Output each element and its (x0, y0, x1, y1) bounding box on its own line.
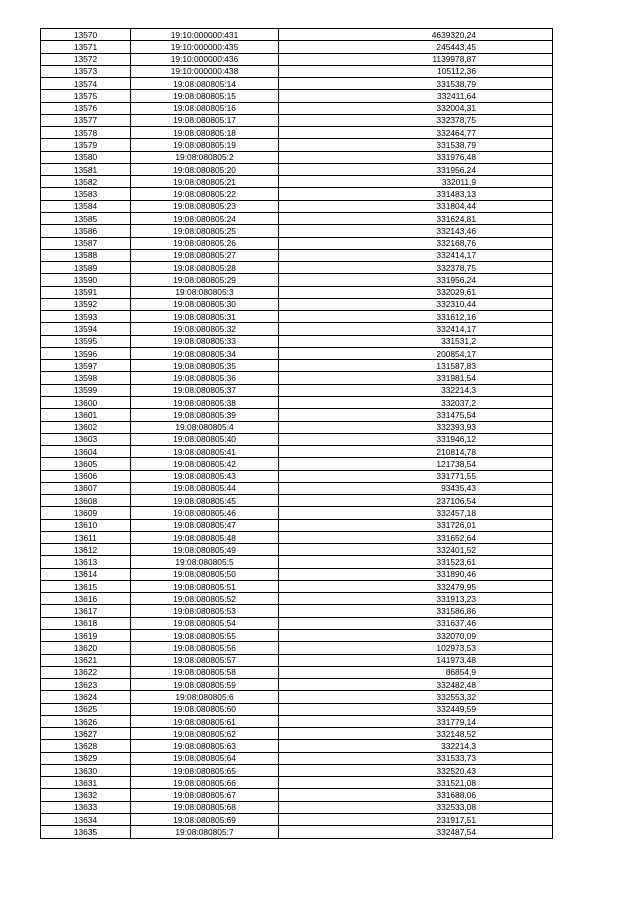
cadastral-number-cell: 19:08:080805:27 (131, 249, 279, 261)
value-cell: 332004,31 (279, 102, 553, 114)
row-number-cell: 13625 (41, 703, 131, 715)
row-number-cell: 13604 (41, 446, 131, 458)
row-number-cell: 13600 (41, 396, 131, 408)
cadastral-number-cell: 19:08:080805:36 (131, 372, 279, 384)
value-cell: 332487,54 (279, 826, 553, 838)
row-number-cell: 13634 (41, 814, 131, 826)
cadastral-number-cell: 19:08:080805:23 (131, 200, 279, 212)
value-cell: 332449,59 (279, 703, 553, 715)
row-number-cell: 13577 (41, 114, 131, 126)
value-cell: 93435,43 (279, 482, 553, 494)
table-row (41, 102, 553, 114)
value-cell: 331538,79 (279, 78, 553, 90)
row-number-cell: 13596 (41, 347, 131, 359)
table-row (41, 728, 553, 740)
cadastral-number-cell: 19:08:080805:34 (131, 347, 279, 359)
value-cell: 332214,3 (279, 740, 553, 752)
table-row (41, 666, 553, 678)
row-number-cell: 13610 (41, 519, 131, 531)
row-number-cell: 13627 (41, 728, 131, 740)
cadastral-number-cell: 19:08:080805:60 (131, 703, 279, 715)
row-number-cell: 13582 (41, 176, 131, 188)
row-number-cell: 13592 (41, 298, 131, 310)
row-number-cell: 13613 (41, 556, 131, 568)
row-number-cell: 13624 (41, 691, 131, 703)
table-row (41, 249, 553, 261)
table-row (41, 544, 553, 556)
cadastral-number-cell: 19:08:080805:66 (131, 777, 279, 789)
value-cell: 332553,32 (279, 691, 553, 703)
cadastral-number-cell: 19:08:080805:57 (131, 654, 279, 666)
table-row (41, 298, 553, 310)
value-cell: 332401,52 (279, 544, 553, 556)
table-row (41, 630, 553, 642)
cadastral-number-cell: 19:08:080805:24 (131, 212, 279, 224)
table-row (41, 679, 553, 691)
row-number-cell: 13631 (41, 777, 131, 789)
value-cell: 331913,23 (279, 593, 553, 605)
table-row (41, 41, 553, 53)
cadastral-number-cell: 19:08:080805:25 (131, 225, 279, 237)
table-row (41, 568, 553, 580)
table-body (41, 29, 553, 839)
table-row (41, 225, 553, 237)
cadastral-number-cell: 19:08:080805:69 (131, 814, 279, 826)
value-cell: 331475,54 (279, 409, 553, 421)
row-number-cell: 13621 (41, 654, 131, 666)
cadastral-number-cell: 19:08:080805:62 (131, 728, 279, 740)
value-cell: 141973,48 (279, 654, 553, 666)
row-number-cell: 13583 (41, 188, 131, 200)
row-number-cell: 13589 (41, 262, 131, 274)
table-row (41, 347, 553, 359)
row-number-cell: 13611 (41, 531, 131, 543)
cadastral-number-cell: 19:08:080805:7 (131, 826, 279, 838)
table-row (41, 519, 553, 531)
row-number-cell: 13623 (41, 679, 131, 691)
row-number-cell: 13606 (41, 470, 131, 482)
cadastral-number-cell: 19:08:080805:21 (131, 176, 279, 188)
value-cell: 332414,17 (279, 249, 553, 261)
row-number-cell: 13622 (41, 666, 131, 678)
cadastral-number-cell: 19:08:080805:30 (131, 298, 279, 310)
cadastral-number-cell: 19:08:080805:41 (131, 446, 279, 458)
table-row (41, 752, 553, 764)
value-cell: 331533,73 (279, 752, 553, 764)
row-number-cell: 13585 (41, 212, 131, 224)
table-row (41, 593, 553, 605)
table-row (41, 470, 553, 482)
cadastral-number-cell: 19:08:080805:3 (131, 286, 279, 298)
value-cell: 332533,08 (279, 801, 553, 813)
row-number-cell: 13571 (41, 41, 131, 53)
cadastral-number-cell: 19:08:080805:33 (131, 335, 279, 347)
value-cell: 331981,54 (279, 372, 553, 384)
value-cell: 331779,14 (279, 715, 553, 727)
cadastral-number-cell: 19:08:080805:50 (131, 568, 279, 580)
table-row (41, 262, 553, 274)
cadastral-number-cell: 19:08:080805:20 (131, 163, 279, 175)
table-row (41, 421, 553, 433)
row-number-cell: 13595 (41, 335, 131, 347)
table-row (41, 384, 553, 396)
row-number-cell: 13580 (41, 151, 131, 163)
table-row (41, 360, 553, 372)
row-number-cell: 13632 (41, 789, 131, 801)
value-cell: 332411,64 (279, 90, 553, 102)
row-number-cell: 13609 (41, 507, 131, 519)
table-row (41, 188, 553, 200)
cadastral-number-cell: 19:08:080805:63 (131, 740, 279, 752)
row-number-cell: 13572 (41, 53, 131, 65)
value-cell: 131587,83 (279, 360, 553, 372)
table-row (41, 495, 553, 507)
value-cell: 332520,43 (279, 764, 553, 776)
cadastral-number-cell: 19:08:080805:65 (131, 764, 279, 776)
value-cell: 332310,44 (279, 298, 553, 310)
value-cell: 237106,54 (279, 495, 553, 507)
table-row (41, 458, 553, 470)
table-row (41, 409, 553, 421)
row-number-cell: 13599 (41, 384, 131, 396)
row-number-cell: 13573 (41, 65, 131, 77)
row-number-cell: 13630 (41, 764, 131, 776)
value-cell: 331890,46 (279, 568, 553, 580)
cadastral-number-cell: 19:08:080805:16 (131, 102, 279, 114)
value-cell: 331946,12 (279, 433, 553, 445)
table-row (41, 801, 553, 813)
cadastral-number-cell: 19:08:080805:2 (131, 151, 279, 163)
cadastral-number-cell: 19:08:080805:18 (131, 127, 279, 139)
row-number-cell: 13614 (41, 568, 131, 580)
table-row (41, 556, 553, 568)
table-row (41, 335, 553, 347)
cadastral-number-cell: 19:08:080805:48 (131, 531, 279, 543)
cadastral-number-cell: 19:08:080805:46 (131, 507, 279, 519)
table-row (41, 740, 553, 752)
table-row (41, 176, 553, 188)
row-number-cell: 13633 (41, 801, 131, 813)
value-cell: 331976,48 (279, 151, 553, 163)
table-row (41, 323, 553, 335)
table-row (41, 446, 553, 458)
value-cell: 331956,24 (279, 274, 553, 286)
cadastral-number-cell: 19:08:080805:55 (131, 630, 279, 642)
cadastral-number-cell: 19:08:080805:43 (131, 470, 279, 482)
row-number-cell: 13584 (41, 200, 131, 212)
row-number-cell: 13612 (41, 544, 131, 556)
row-number-cell: 13608 (41, 495, 131, 507)
value-cell: 332482,48 (279, 679, 553, 691)
row-number-cell: 13635 (41, 826, 131, 838)
table-row (41, 715, 553, 727)
table-row (41, 826, 553, 838)
cadastral-number-cell: 19:08:080805:32 (131, 323, 279, 335)
row-number-cell: 13588 (41, 249, 131, 261)
row-number-cell: 13581 (41, 163, 131, 175)
row-number-cell: 13618 (41, 617, 131, 629)
row-number-cell: 13586 (41, 225, 131, 237)
table-row (41, 605, 553, 617)
table-row (41, 482, 553, 494)
cadastral-number-cell: 19:10:000000:436 (131, 53, 279, 65)
table-row (41, 65, 553, 77)
value-cell: 332464,77 (279, 127, 553, 139)
table-row (41, 286, 553, 298)
value-cell: 332143,46 (279, 225, 553, 237)
value-cell: 210814,78 (279, 446, 553, 458)
value-cell: 332378,75 (279, 262, 553, 274)
value-cell: 245443,45 (279, 41, 553, 53)
cadastral-number-cell: 19:08:080805:54 (131, 617, 279, 629)
value-cell: 331624,81 (279, 212, 553, 224)
table-row (41, 691, 553, 703)
cadastral-number-cell: 19:08:080805:51 (131, 580, 279, 592)
cadastral-number-cell: 19:08:080805:47 (131, 519, 279, 531)
row-number-cell: 13628 (41, 740, 131, 752)
row-number-cell: 13615 (41, 580, 131, 592)
value-cell: 332414,17 (279, 323, 553, 335)
table-row (41, 654, 553, 666)
table-row (41, 200, 553, 212)
cadastral-number-cell: 19:08:080805:67 (131, 789, 279, 801)
cadastral-number-cell: 19:08:080805:31 (131, 311, 279, 323)
value-cell: 332148,52 (279, 728, 553, 740)
cadastral-number-cell: 19:08:080805:56 (131, 642, 279, 654)
value-cell: 332029,61 (279, 286, 553, 298)
value-cell: 331612,16 (279, 311, 553, 323)
value-cell: 332393,93 (279, 421, 553, 433)
row-number-cell: 13574 (41, 78, 131, 90)
cadastral-number-cell: 19:08:080805:38 (131, 396, 279, 408)
table-row (41, 127, 553, 139)
cadastral-number-cell: 19:08:080805:37 (131, 384, 279, 396)
cadastral-number-cell: 19:08:080805:4 (131, 421, 279, 433)
cadastral-number-cell: 19:08:080805:17 (131, 114, 279, 126)
table-row (41, 764, 553, 776)
value-cell: 331726,01 (279, 519, 553, 531)
value-cell: 332479,95 (279, 580, 553, 592)
table-row (41, 789, 553, 801)
cadastral-number-cell: 19:08:080805:45 (131, 495, 279, 507)
table-row (41, 580, 553, 592)
cadastral-number-cell: 19:08:080805:29 (131, 274, 279, 286)
row-number-cell: 13605 (41, 458, 131, 470)
row-number-cell: 13601 (41, 409, 131, 421)
value-cell: 331483,13 (279, 188, 553, 200)
value-cell: 332070,09 (279, 630, 553, 642)
value-cell: 231917,51 (279, 814, 553, 826)
cadastral-number-cell: 19:08:080805:35 (131, 360, 279, 372)
value-cell: 331688,06 (279, 789, 553, 801)
value-cell: 331523,61 (279, 556, 553, 568)
table-row (41, 531, 553, 543)
row-number-cell: 13570 (41, 29, 131, 41)
table-row (41, 814, 553, 826)
table-row (41, 396, 553, 408)
table-row (41, 53, 553, 65)
row-number-cell: 13593 (41, 311, 131, 323)
value-cell: 331538,79 (279, 139, 553, 151)
cadastral-number-cell: 19:08:080805:6 (131, 691, 279, 703)
table-row (41, 274, 553, 286)
row-number-cell: 13620 (41, 642, 131, 654)
cadastral-number-cell: 19:10:000000:435 (131, 41, 279, 53)
row-number-cell: 13602 (41, 421, 131, 433)
cadastral-number-cell: 19:08:080805:58 (131, 666, 279, 678)
cadastral-number-cell: 19:08:080805:19 (131, 139, 279, 151)
table-row (41, 433, 553, 445)
table-row (41, 78, 553, 90)
table-row (41, 311, 553, 323)
table-row (41, 777, 553, 789)
row-number-cell: 13579 (41, 139, 131, 151)
row-number-cell: 13629 (41, 752, 131, 764)
cadastral-value-table (40, 28, 553, 839)
cadastral-number-cell: 19:08:080805:26 (131, 237, 279, 249)
row-number-cell: 13578 (41, 127, 131, 139)
cadastral-number-cell: 19:08:080805:42 (131, 458, 279, 470)
table-row (41, 90, 553, 102)
table-row (41, 212, 553, 224)
value-cell: 4639320,24 (279, 29, 553, 41)
row-number-cell: 13598 (41, 372, 131, 384)
row-number-cell: 13607 (41, 482, 131, 494)
table-row (41, 703, 553, 715)
table-row (41, 507, 553, 519)
cadastral-number-cell: 19:08:080805:44 (131, 482, 279, 494)
cadastral-number-cell: 19:08:080805:64 (131, 752, 279, 764)
value-cell: 332168,76 (279, 237, 553, 249)
value-cell: 331652,64 (279, 531, 553, 543)
table-row (41, 237, 553, 249)
value-cell: 1139978,87 (279, 53, 553, 65)
value-cell: 331956,24 (279, 163, 553, 175)
row-number-cell: 13603 (41, 433, 131, 445)
cadastral-number-cell: 19:08:080805:53 (131, 605, 279, 617)
table-row (41, 114, 553, 126)
value-cell: 332214,3 (279, 384, 553, 396)
row-number-cell: 13616 (41, 593, 131, 605)
table-row (41, 617, 553, 629)
cadastral-number-cell: 19:10:000000:438 (131, 65, 279, 77)
cadastral-number-cell: 19:08:080805:59 (131, 679, 279, 691)
value-cell: 332457,18 (279, 507, 553, 519)
value-cell: 332037,2 (279, 396, 553, 408)
cadastral-number-cell: 19:08:080805:52 (131, 593, 279, 605)
cadastral-number-cell: 19:08:080805:61 (131, 715, 279, 727)
row-number-cell: 13626 (41, 715, 131, 727)
row-number-cell: 13590 (41, 274, 131, 286)
row-number-cell: 13587 (41, 237, 131, 249)
table-row (41, 29, 553, 41)
table-row (41, 163, 553, 175)
row-number-cell: 13594 (41, 323, 131, 335)
table-row (41, 151, 553, 163)
value-cell: 331771,55 (279, 470, 553, 482)
cadastral-number-cell: 19:08:080805:68 (131, 801, 279, 813)
value-cell: 331521,08 (279, 777, 553, 789)
cadastral-number-cell: 19:08:080805:39 (131, 409, 279, 421)
cadastral-number-cell: 19:10:000000:431 (131, 29, 279, 41)
value-cell: 86854,9 (279, 666, 553, 678)
value-cell: 331586,86 (279, 605, 553, 617)
cadastral-number-cell: 19:08:080805:40 (131, 433, 279, 445)
value-cell: 102973,53 (279, 642, 553, 654)
value-cell: 331531,2 (279, 335, 553, 347)
value-cell: 331637,46 (279, 617, 553, 629)
value-cell: 332011,9 (279, 176, 553, 188)
table-row (41, 139, 553, 151)
value-cell: 105112,36 (279, 65, 553, 77)
cadastral-number-cell: 19:08:080805:28 (131, 262, 279, 274)
cadastral-number-cell: 19:08:080805:15 (131, 90, 279, 102)
cadastral-number-cell: 19:08:080805:14 (131, 78, 279, 90)
value-cell: 331804,44 (279, 200, 553, 212)
row-number-cell: 13576 (41, 102, 131, 114)
cadastral-number-cell: 19:08:080805:22 (131, 188, 279, 200)
table-row (41, 372, 553, 384)
value-cell: 332378,75 (279, 114, 553, 126)
cadastral-number-cell: 19:08:080805:5 (131, 556, 279, 568)
value-cell: 200854,17 (279, 347, 553, 359)
value-cell: 121738,54 (279, 458, 553, 470)
row-number-cell: 13597 (41, 360, 131, 372)
row-number-cell: 13575 (41, 90, 131, 102)
row-number-cell: 13591 (41, 286, 131, 298)
row-number-cell: 13617 (41, 605, 131, 617)
cadastral-number-cell: 19:08:080805:49 (131, 544, 279, 556)
table-row (41, 642, 553, 654)
row-number-cell: 13619 (41, 630, 131, 642)
